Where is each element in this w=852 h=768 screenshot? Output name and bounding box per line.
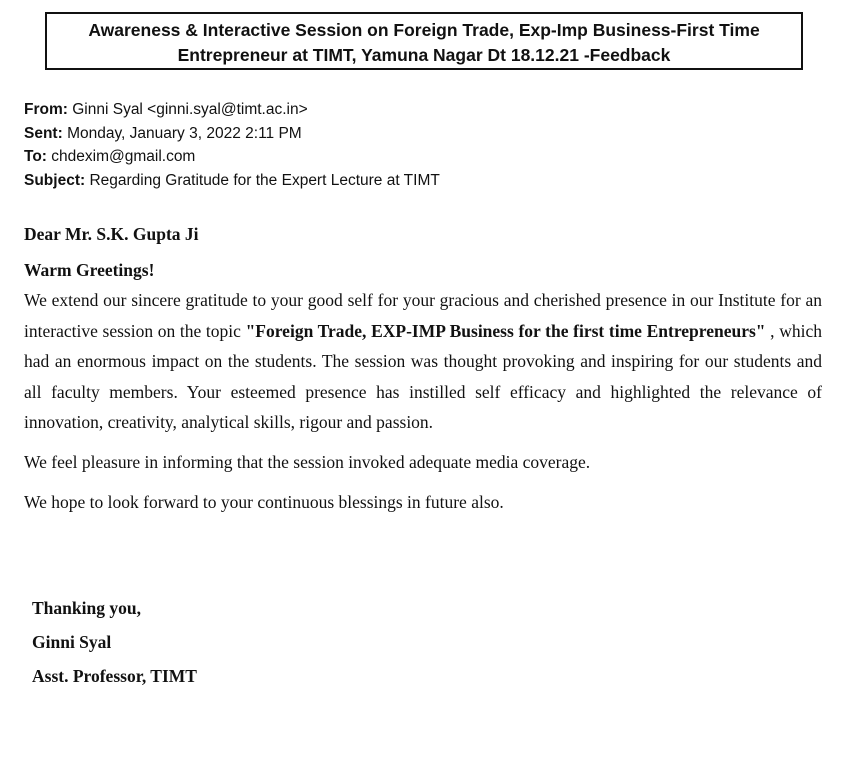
sent-row (24, 122, 440, 146)
from-label: From: (24, 101, 68, 118)
from-row (24, 98, 440, 122)
closing: Thanking you, (32, 598, 141, 618)
email-header (24, 98, 440, 192)
subject-value: Regarding Gratitude for the Expert Lecture at TIMT (89, 171, 440, 189)
to-row (24, 145, 440, 169)
title-line-1: Awareness & Interactive Session on Foreign Trade, Exp-Imp Business-First Time (88, 20, 760, 40)
from-value: Ginni Syal <ginni.syal@timt.ac.in> (72, 101, 308, 118)
to-value: chdexim@gmail.com (51, 148, 196, 165)
paragraph-2: We feel pleasure in informing that the session invoked adequate media coverage. (24, 451, 591, 472)
greeting: Warm Greetings! (24, 260, 155, 280)
document-title-box (45, 12, 803, 70)
salutation: Dear Mr. S.K. Gupta Ji (24, 224, 199, 244)
paragraph-1 (24, 285, 822, 438)
paragraph-1-text-b: , which had an enormous impact on the students. The session was thought provoking and inspiring for our students and all faculty members. Your esteemed presence has instilled self efficacy and highlighted the relevance of innovation, creativity, analytical skills, rigour and passion. (24, 320, 822, 432)
sent-value: Monday, January 3, 2022 2:11 PM (67, 124, 302, 142)
to-label: To: (24, 148, 47, 165)
signer-name: Ginni Syal (32, 632, 112, 652)
sent-label: Sent: (24, 124, 63, 142)
signature-block (32, 591, 197, 693)
subject-row (24, 169, 440, 193)
session-topic: "Foreign Trade, EXP-IMP Business for the first time Entrepreneurs" (245, 320, 766, 341)
signer-designation: Asst. Professor, TIMT (32, 666, 197, 686)
subject-label: Subject: (24, 171, 86, 189)
paragraph-1-text-a: We extend our sincere gratitude to your good self for your gracious and cherished presence in our Institute for an interactive session on the topic (24, 290, 822, 341)
letter-body (24, 222, 822, 514)
paragraph-3: We hope to look forward to your continuous blessings in future also. (24, 491, 504, 512)
title-line-2: Entrepreneur at TIMT, Yamuna Nagar Dt 18.12.21 -Feedback (177, 45, 671, 65)
